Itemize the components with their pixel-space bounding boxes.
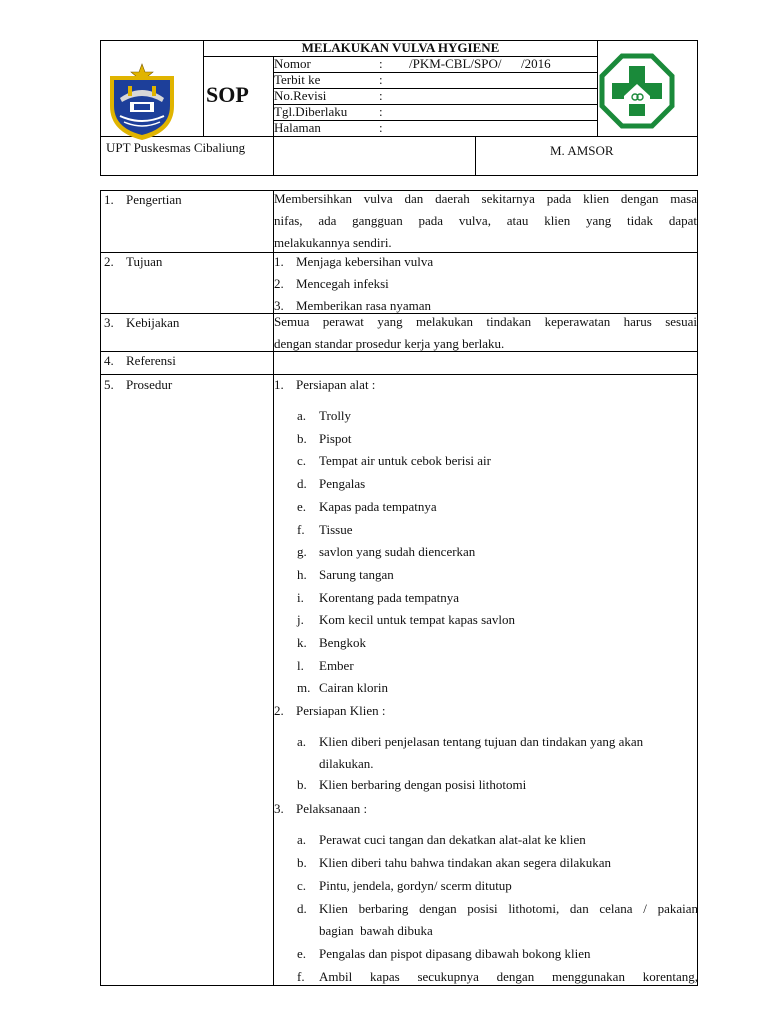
- row-label-tujuan: [104, 254, 162, 270]
- divider: [100, 374, 698, 375]
- row-label-referensi: [104, 353, 176, 369]
- divider: [475, 136, 476, 176]
- item-marker: d.: [297, 476, 307, 492]
- meta-row-tgl: [274, 104, 598, 120]
- item-text: Pengalas dan pispot dipasang dibawah bokong klien: [319, 946, 591, 961]
- step-marker: 2.: [274, 703, 284, 718]
- row-title: Prosedur: [126, 377, 173, 392]
- item-marker: e.: [297, 946, 307, 961]
- item-marker: f.: [297, 969, 305, 984]
- signer-name: M. AMSOR: [550, 143, 614, 158]
- row-number: 4.: [104, 353, 114, 368]
- item-marker: d.: [297, 901, 307, 916]
- row-title: Kebijakan: [126, 315, 180, 330]
- item-marker: 1.: [274, 254, 284, 269]
- item-text: Korentang pada tempatnya: [319, 589, 460, 605]
- meta-key: Terbit ke: [274, 72, 321, 87]
- meta-colon: :: [379, 56, 383, 71]
- kebijakan-text: [274, 311, 697, 355]
- list-item: [297, 898, 698, 942]
- text-line: dengan standar prosedur kerja yang berlaku.: [274, 336, 505, 351]
- item-marker: h.: [297, 566, 307, 582]
- row-label-prosedur: [104, 377, 172, 393]
- item-text: Menjaga kebersihan vulva: [296, 254, 434, 269]
- item-text: Pispot: [319, 430, 352, 446]
- meta-key: No.Revisi: [274, 88, 327, 103]
- item-marker: k.: [297, 635, 307, 650]
- row-title: Pengertian: [126, 192, 182, 207]
- item-text: savlon yang sudah diencerkan: [319, 544, 476, 560]
- item-text-line: dilakukan.: [319, 756, 374, 771]
- meta-key: Tgl.Diberlaku: [274, 104, 348, 119]
- item-text: Kapas pada tempatnya: [319, 498, 437, 514]
- item-text: Cairan klorin: [319, 680, 388, 696]
- item-marker: 2.: [274, 276, 284, 291]
- meta-colon: :: [379, 104, 383, 119]
- meta-colon: :: [379, 120, 383, 135]
- item-text: Klien berbaring dengan posisi lithotomi: [319, 777, 527, 792]
- item-text: Memberikan rasa nyaman: [296, 298, 432, 313]
- meta-key: Halaman: [274, 120, 321, 135]
- row-title: Tujuan: [126, 254, 163, 269]
- item-marker: 3.: [274, 298, 284, 313]
- item-text-line: Klien berbaring dengan posisi lithotomi, dan celana / pakaian: [319, 901, 698, 916]
- row-number: 3.: [104, 315, 114, 330]
- item-marker: a.: [297, 734, 307, 749]
- organization-name: UPT Puskesmas Cibaliung: [106, 140, 246, 155]
- text-line: melakukannya sendiri.: [274, 235, 392, 250]
- meta-key: Nomor: [274, 56, 311, 71]
- meta-row-revisi: [274, 88, 598, 104]
- list-item: [297, 731, 698, 775]
- meta-row-nomor: [274, 56, 598, 72]
- item-text: Tempat air untuk cebok berisi air: [319, 453, 492, 469]
- item-text: Mencegah infeksi: [296, 276, 389, 291]
- item-text: Ambil kapas secukupnya dengan menggunakan korentang,: [319, 969, 698, 984]
- item-marker: i.: [297, 589, 304, 605]
- step-title: Pelaksanaan :: [296, 801, 368, 816]
- meta-value: /PKM-CBL/SPO/ /2016: [409, 56, 551, 71]
- item-marker: j.: [297, 612, 304, 628]
- item-marker: c.: [297, 453, 307, 469]
- row-title: Referensi: [126, 353, 176, 368]
- item-text: Tissue: [319, 521, 353, 537]
- item-text: Ember: [319, 657, 354, 673]
- item-marker: b.: [297, 777, 307, 792]
- row-number: 1.: [104, 192, 114, 207]
- item-text: Perawat cuci tangan dan dekatkan alat-alat ke klien: [319, 832, 586, 847]
- step-title: Persiapan Klien :: [296, 703, 386, 718]
- item-text: Pengalas: [319, 476, 366, 492]
- item-text-line: bagian bawah dibuka: [319, 923, 433, 938]
- document-title: MELAKUKAN VULVA HYGIENE: [301, 40, 500, 55]
- item-text: [319, 731, 698, 775]
- meta-colon: :: [379, 88, 383, 103]
- item-marker: a.: [297, 832, 307, 847]
- sop-label: SOP: [206, 82, 249, 107]
- item-text: [319, 898, 698, 942]
- item-marker: l.: [297, 657, 304, 673]
- row-label-kebijakan: [104, 315, 179, 331]
- regional-emblem-logo: [104, 62, 180, 142]
- meta-row-halaman: [274, 120, 598, 136]
- item-text: Sarung tangan: [319, 566, 394, 582]
- step-marker: 1.: [274, 377, 284, 392]
- step-marker: 3.: [274, 801, 284, 816]
- item-text: Bengkok: [319, 635, 366, 650]
- meta-colon: :: [379, 72, 383, 87]
- item-marker: b.: [297, 855, 307, 870]
- divider: [100, 136, 698, 137]
- item-marker: f.: [297, 521, 305, 537]
- puskesmas-logo: [598, 52, 676, 130]
- text-line: Membersihkan vulva dan daerah sekitarnya pada klien dengan masa: [274, 191, 697, 206]
- text-line: Semua perawat yang melakukan tindakan keperawatan harus sesuai: [274, 314, 697, 329]
- row-label-pengertian: [104, 192, 182, 208]
- row-number: 2.: [104, 254, 114, 269]
- item-text: Pintu, jendela, gordyn/ scerm ditutup: [319, 878, 512, 893]
- item-text: Kom kecil untuk tempat kapas savlon: [319, 612, 516, 628]
- pengertian-text: [274, 188, 697, 254]
- item-text: Klien diberi tahu bahwa tindakan akan segera dilakukan: [319, 855, 612, 870]
- item-text-line: Klien diberi penjelasan tentang tujuan dan tindakan yang akan: [319, 734, 644, 749]
- meta-row-terbit: [274, 72, 598, 88]
- item-text: Trolly: [319, 408, 352, 423]
- text-line: nifas, ada gangguan pada vulva, atau klien yang tidak dapat: [274, 213, 697, 228]
- item-marker: m.: [297, 680, 311, 696]
- item-marker: g.: [297, 544, 307, 560]
- row-number: 5.: [104, 377, 114, 392]
- item-marker: a.: [297, 408, 307, 423]
- step-title: Persiapan alat :: [296, 377, 376, 392]
- item-marker: e.: [297, 498, 307, 514]
- item-marker: c.: [297, 878, 307, 893]
- item-marker: b.: [297, 430, 307, 446]
